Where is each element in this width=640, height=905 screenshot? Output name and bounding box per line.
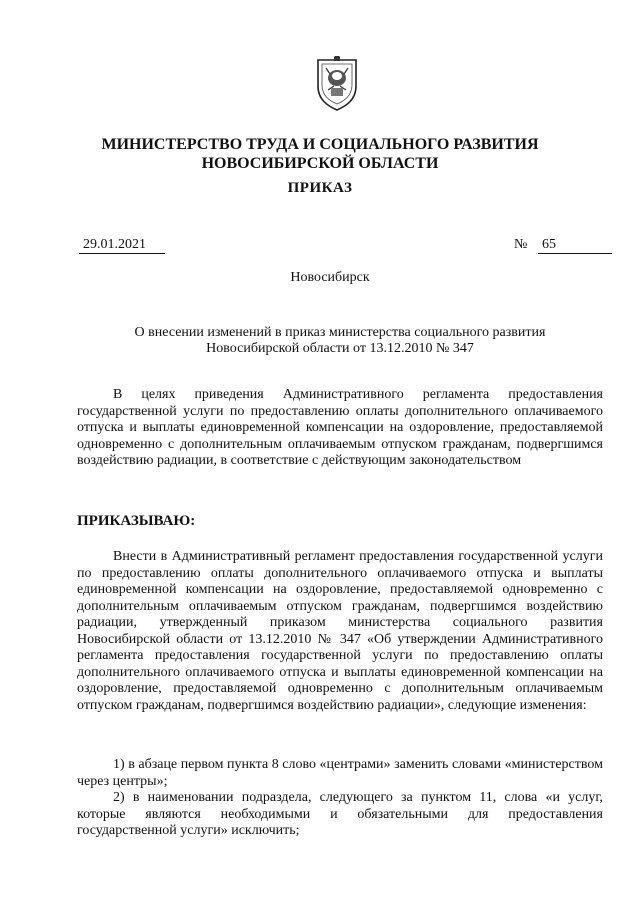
ministry-line-1: МИНИСТЕРСТВО ТРУДА И СОЦИАЛЬНОГО РАЗВИТИЯ [101,136,539,153]
subject-line-2: Новосибирской области от 13.12.2010 № 347 [206,341,474,356]
main-paragraph: Внести в Административный регламент предоставления государственной услуги по предоставлению оплаты дополнительного оплачиваемого отпуска и выплаты единовременной компенсации на оздоровление, предоставляемой одновременно с дополнительным оплачиваемым отпуском гражданам, подвергшимся воздействию радиации, утвержденный приказом министерства социального развития Новосибирской области от 13.12.2010 № 347 «Об утверждении Административного регламента предоставления государственной услуги по предоставлению оплаты дополнительного оплачиваемого отпуска и выплаты единовременной компенсации на оздоровление, предоставляемой одновременно с дополнительным оплачиваемым отпуском гражданам, подвергшимся воздействию радиации», следующие изменения: [77,549,603,713]
ministry-name [0,135,640,173]
coat-of-arms-icon [314,56,360,112]
subject-line-1: О внесении изменений в приказ министерства социального развития [134,325,546,340]
doc-type-title: ПРИКАЗ [287,180,353,196]
list-item-1: 1) в абзаце первом пункта 8 слово «центрами» заменить словами «министерством через центры»; [77,757,603,789]
intro-paragraph: В целях приведения Административного регламента предоставления государственной услуги по предоставлению оплаты дополнительного оплачиваемого отпуска и выплаты единовременной компенсации на оздоровление, предоставляемой одновременно с дополнительным оплачиваемым отпуском гражданам, подвергшимся воздействию радиации, в соответствие с действующим законодательством [77,387,603,468]
list-item-2: 2) в наименовании подраздела, следующего за пунктом 11, слова «и услуг, которые являются необходимыми и обязательными для предоставления государственной услуги» исключить; [77,790,603,838]
number-sign: № [514,237,528,252]
decree-heading: ПРИКАЗЫВАЮ: [77,513,196,529]
ministry-line-2: НОВОСИБИРСКОЙ ОБЛАСТИ [201,155,439,172]
order-number: 65 [538,237,612,254]
city: Новосибирск [290,270,370,285]
order-subject [60,325,620,357]
order-date: 29.01.2021 [79,237,165,254]
